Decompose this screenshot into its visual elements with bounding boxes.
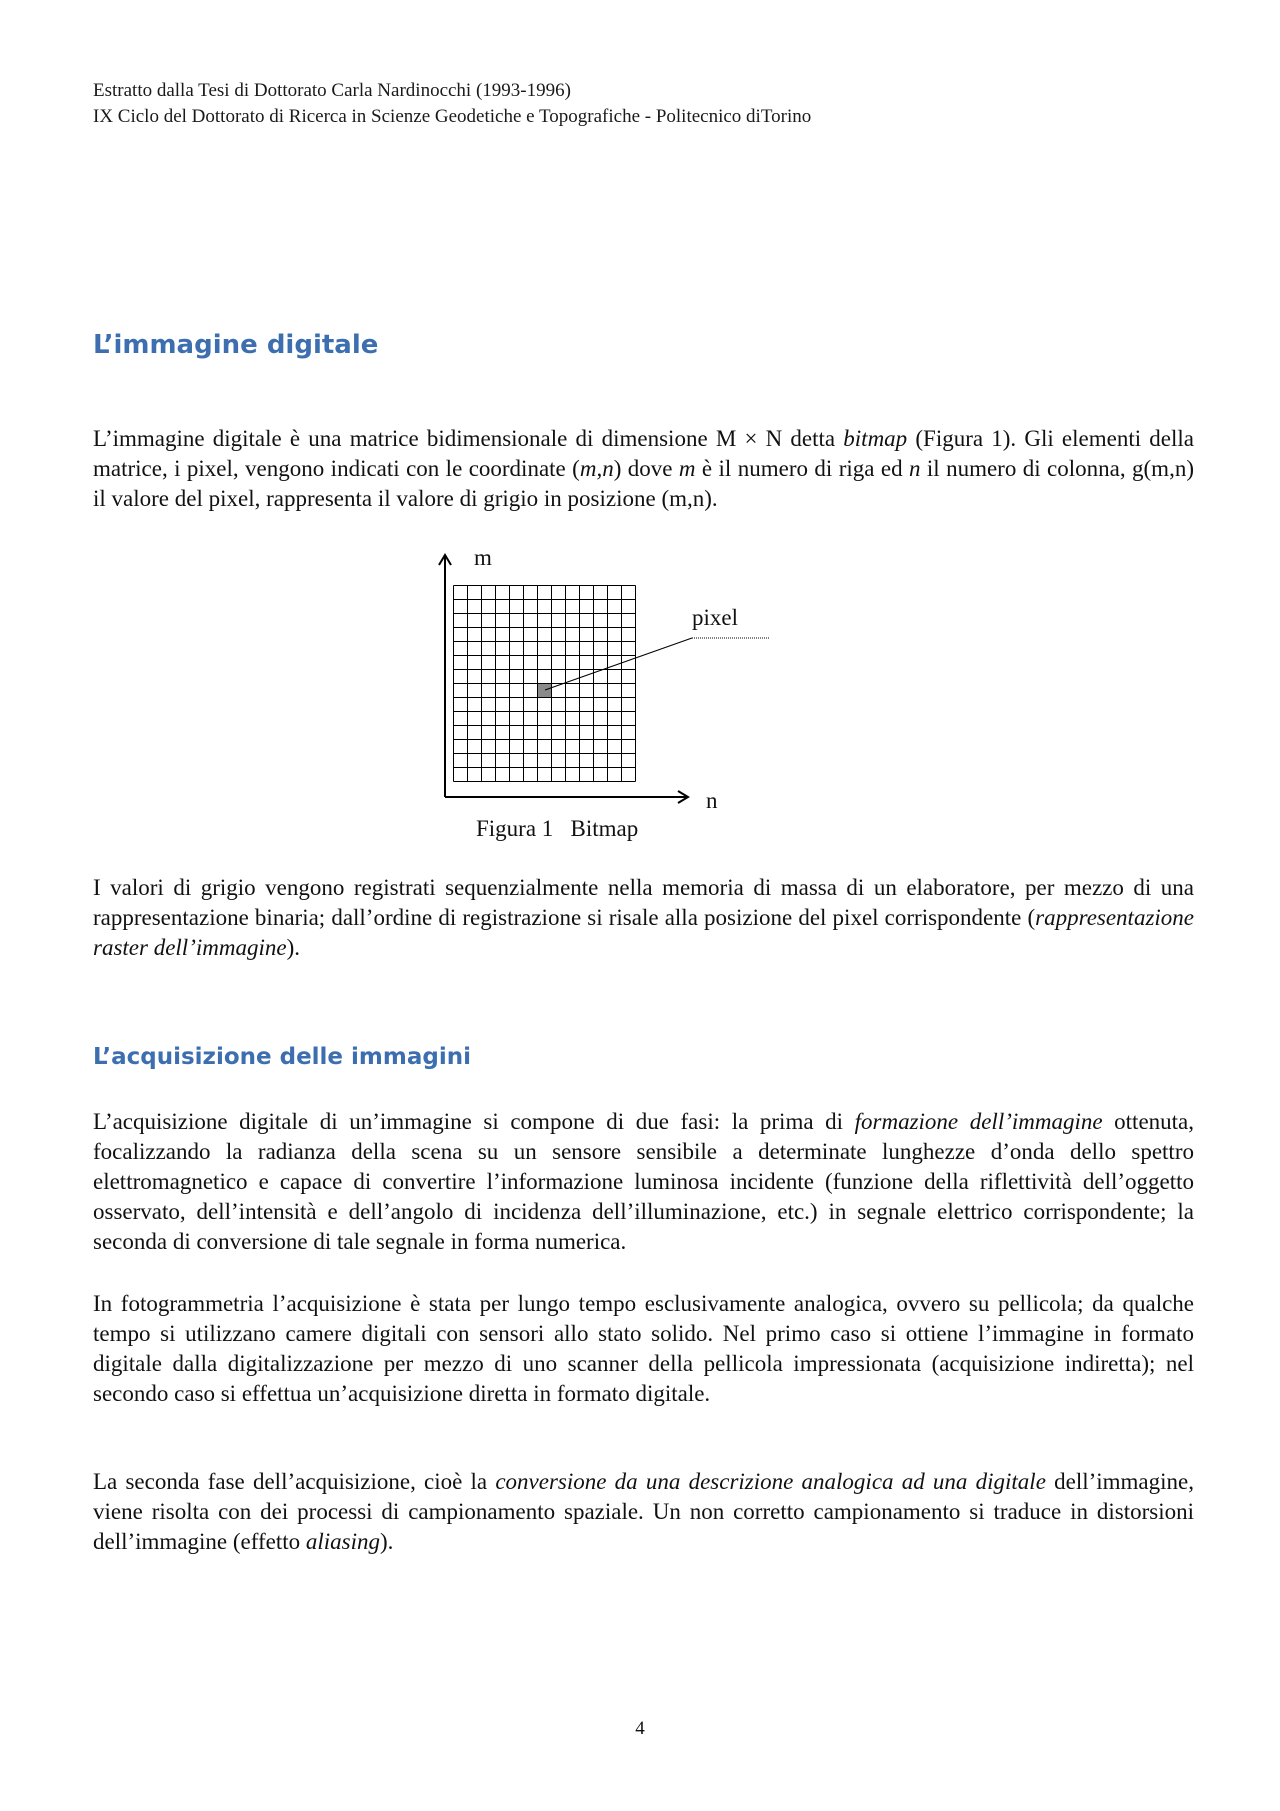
paragraph-photogrammetry: In fotogrammetria l’acquisizione è stata per lungo tempo esclusivamente analogica, ovvero su pellicola; da qualche tempo si utilizzano camere digitali con sensori allo stato solido. Nel primo caso si ottiene l’immagine in formato digitale dalla digitalizzazione per mezzo di uno scanner della pellicola impressionata (acquisizione indiretta); nel secondo caso si effettua un’acquisizione diretta in formato digitale. xyxy=(93,1291,1194,1406)
pixel-leader-line xyxy=(545,638,692,690)
paragraph-sampling: La seconda fase dell’acquisizione, cioè la conversione da una descrizione analogica ad una digitale dell’immagine, viene risolta con dei processi di campionamento spaziale. Un non corretto campionamento si traduce in distorsioni dell’immagine (effetto aliasing). xyxy=(93,1469,1194,1554)
document-header xyxy=(93,78,811,130)
pixel-label: pixel xyxy=(692,605,738,630)
page-number: 4 xyxy=(635,1718,645,1739)
bitmap-diagram xyxy=(430,543,790,843)
bitmap-figure xyxy=(430,543,790,843)
paragraph-raster: I valori di grigio vengono registrati sequenzialmente nella memoria di massa di un elaboratore, per mezzo di una rappresentazione binaria; dall’ordine di registrazione si risale alla posizione del pixel corrispondente (rappresentazione raster dell’immagine). xyxy=(93,875,1194,960)
axis-n-label: n xyxy=(706,788,718,813)
header-line-2: IX Ciclo del Dottorato di Ricerca in Scienze Geodetiche e Topografiche - Politecnico diTorino xyxy=(93,106,812,127)
axis-m-label: m xyxy=(474,545,492,570)
figure-caption: Figura 1 Bitmap xyxy=(476,816,639,841)
highlighted-pixel xyxy=(538,684,552,698)
section-title-immagine-digitale: L’immagine digitale xyxy=(93,330,379,360)
paragraph-acquisition-phases: L’acquisizione digitale di un’immagine si compone di due fasi: la prima di formazione dell’immagine ottenuta, focalizzando la radianza della scena su un sensore sensibile a determinate lunghezze d’onda dello spettro elettromagnetico e capace di convertire l’informazione luminosa incidente (funzione della riflettività dell’oggetto osservato, dell’intensità e dell’angolo di incidenza dell’illuminazione, etc.) in segnale elettrico corrispondente; la seconda di conversione di tale segnale in forma numerica. xyxy=(93,1109,1195,1254)
header-line-1: Estratto dalla Tesi di Dottorato Carla Nardinocchi (1993-1996) xyxy=(93,80,571,101)
section-title-acquisizione: L’acquisizione delle immagini xyxy=(93,1044,471,1070)
paragraph-bitmap-definition: L’immagine digitale è una matrice bidimensionale di dimensione M × N detta bitmap (Figura 1). Gli elementi della matrice, i pixel, vengono indicati con le coordinate (m,n) dove m è il numero di riga ed n il numero di colonna, g(m,n) il valore del pixel, rappresenta il valore di grigio in posizione (m,n). xyxy=(93,426,1194,511)
